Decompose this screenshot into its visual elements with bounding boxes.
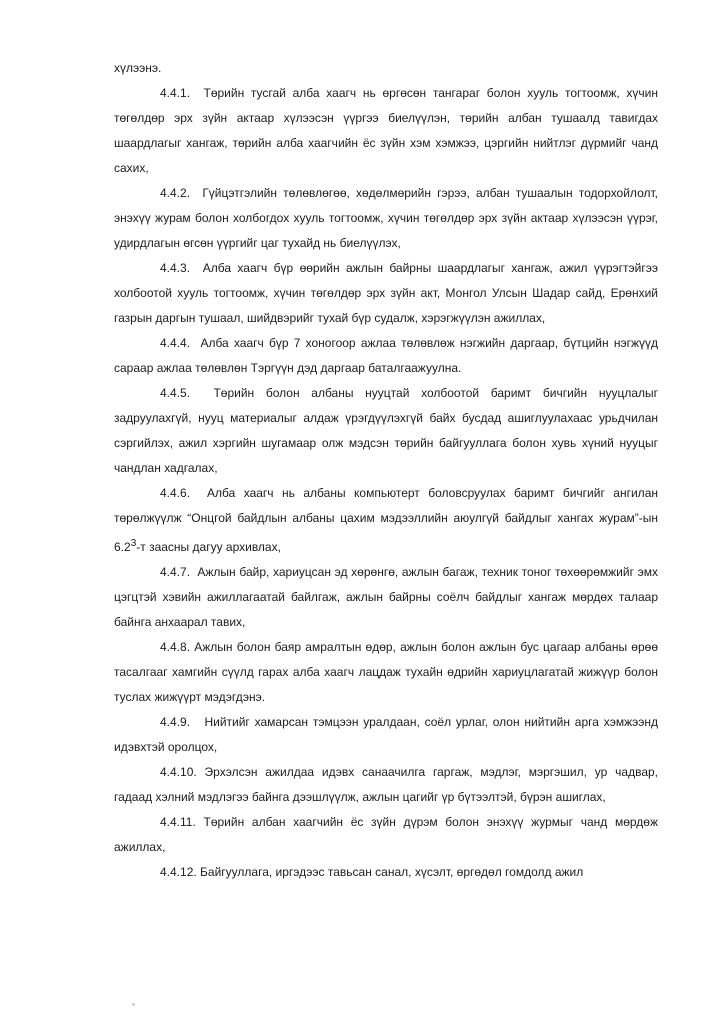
clause-number: 4.4.3. [160,261,191,275]
clause-number: 4.4.5. [160,386,191,400]
clause-4-4-3 [114,256,658,331]
clause-4-4-11 [114,810,658,860]
clause-text: Төрийн албан хаагчийн ёс зүйн дүрэм болон энэхүү журмыг чанд мөрдөж ажиллах, [114,815,658,854]
clause-number: 4.4.2. [160,186,191,200]
clause-4-4-12 [114,860,658,885]
clause-text: Нийтийг хамарсан тэмцээн уралдаан, соёл урлаг, олон нийтийн арга хэмжээнд идэвхтэй оролцох, [114,715,658,754]
clause-4-4-8 [114,635,658,710]
clause-4-4-4 [114,331,658,381]
clause-number: 4.4.1. [160,86,191,100]
clause-number: 4.4.12. [160,865,197,879]
clause-4-4-9 [114,710,658,760]
clause-text: Алба хаагч нь албаны компьютерт боловсруулах баримт бичгийг ангилан төрөлжүүлж “Онцгой байдлын албаны цахим мэдээллийн аюулгүй байдлыг хангах журам”-ын 6.2 [114,486,658,554]
clause-text: Байгууллага, иргэдээс тавьсан санал, хүсэлт, өргөдөл гомдолд ажил [200,865,584,879]
lead-text: хүлээнэ. [114,61,162,75]
clause-text: Ажлын болон баяр амралтын өдөр, ажлын болон ажлын бус цагаар албаны өрөө тасалгааг хамгийн сүүлд гарах алба хаагч лацдаж тухайн өдрийн хариуцлагатай жижүүр болон туслах жижүүрт мэдэгдэнэ. [114,640,659,704]
clause-number: 4.4.7. [160,565,191,579]
clause-text: Эрхэлсэн ажилдаа идэвх санаачилга гаргаж, мэдлэг, мэргэшил, ур чадвар, гадаад хэлний мэдлэгээ байнга дээшлүүлж, ажлын цагийг үр бүтээлтэй, бүрэн ашиглах, [114,765,659,804]
clause-number: 4.4.10. [160,765,197,779]
clause-text: Төрийн тусгай алба хаагч нь өргөсөн тангараг болон хууль тогтоомж, хүчин төгөлдөр эрх зүйн актаар хүлээсэн үүргээ биелүүлэн, төрийн албан тушаалд тавигдах шаардлагыг хангаж, төрийн алба хаагчийн ёс зүйн хэм хэмжээ, цэргийн нийтлэг дүрмийг чанд сахих, [114,86,658,175]
clause-text: Алба хаагч бүр өөрийн ажлын байрны шаардлагыг хангаж, ажил үүрэгтэйгээ холбоотой хууль тогтоомж, хүчин төгөлдөр эрх зүйн акт, Монгол Улсын Шадар сайд, Ерөнхий газрын даргын тушаал, шийдвэрийг тухай бүр судалж, хэрэгжүүлэн ажиллах, [114,261,658,325]
clause-4-4-5 [114,381,658,481]
clause-text: Төрийн болон албаны нууцтай холбоотой баримт бичгийн нууцлалыг задруулахгүй, нууц материалыг алдаж үрэгдүүлэхгүй байх бусдад ашиглуулахаас урьдчилан сэргийлэх, ажил хэргийн шугамаар олж мэдсэн төрийн байгууллага болон хувь хүний нууцыг чандлан хадгалах, [114,386,658,475]
clause-4-4-7 [114,560,658,635]
clause-4-4-10 [114,760,658,810]
clause-number: 4.4.6. [160,486,191,500]
clause-number: 4.4.11. [160,815,196,829]
clause-text: Ажлын байр, хариуцсан эд хөрөнгө, ажлын багаж, техник тоног төхөөрөмжийг эмх цэгцтэй хэвийн ажиллагаатай байлгаж, ажлын байрны соёлч байдлыг хангаж мөрдөх талаар байнга анхаарал тавих, [114,565,658,629]
clause-4-4-2 [114,181,658,256]
clause-4-4-6 [114,481,658,560]
clause-number: 4.4.9. [160,715,191,729]
clause-text: Алба хаагч бүр 7 хоногоор ажлаа төлөвлөж нэгжийн даргаар, бүтцийн нэгжүүд сараар ажлаа төлөвлөн Тэргүүн дэд даргаар баталгаажуулна. [114,336,658,375]
clause-number: 4.4.4. [160,336,191,350]
clause-text-end: -т заасны дагуу архивлах, [136,540,281,554]
clause-superscript: 3 [130,538,137,549]
clause-text: Гүйцэтгэлийн төлөвлөгөө, хөдөлмөрийн гэрээ, албан тушаалын тодорхойлолт, энэхүү журам болон холбогдох хууль тогтоомж, хүчин төгөлдөр эрх зүйн актаар хүлээсэн үүрэг, удирдлагын өгсөн үүргийг цаг тухайд нь биелүүлэх, [114,186,658,250]
clause-number: 4.4.8. [160,640,191,654]
clause-4-4-1 [114,81,658,181]
page-body [114,56,658,885]
scan-speck [132,1003,135,1006]
